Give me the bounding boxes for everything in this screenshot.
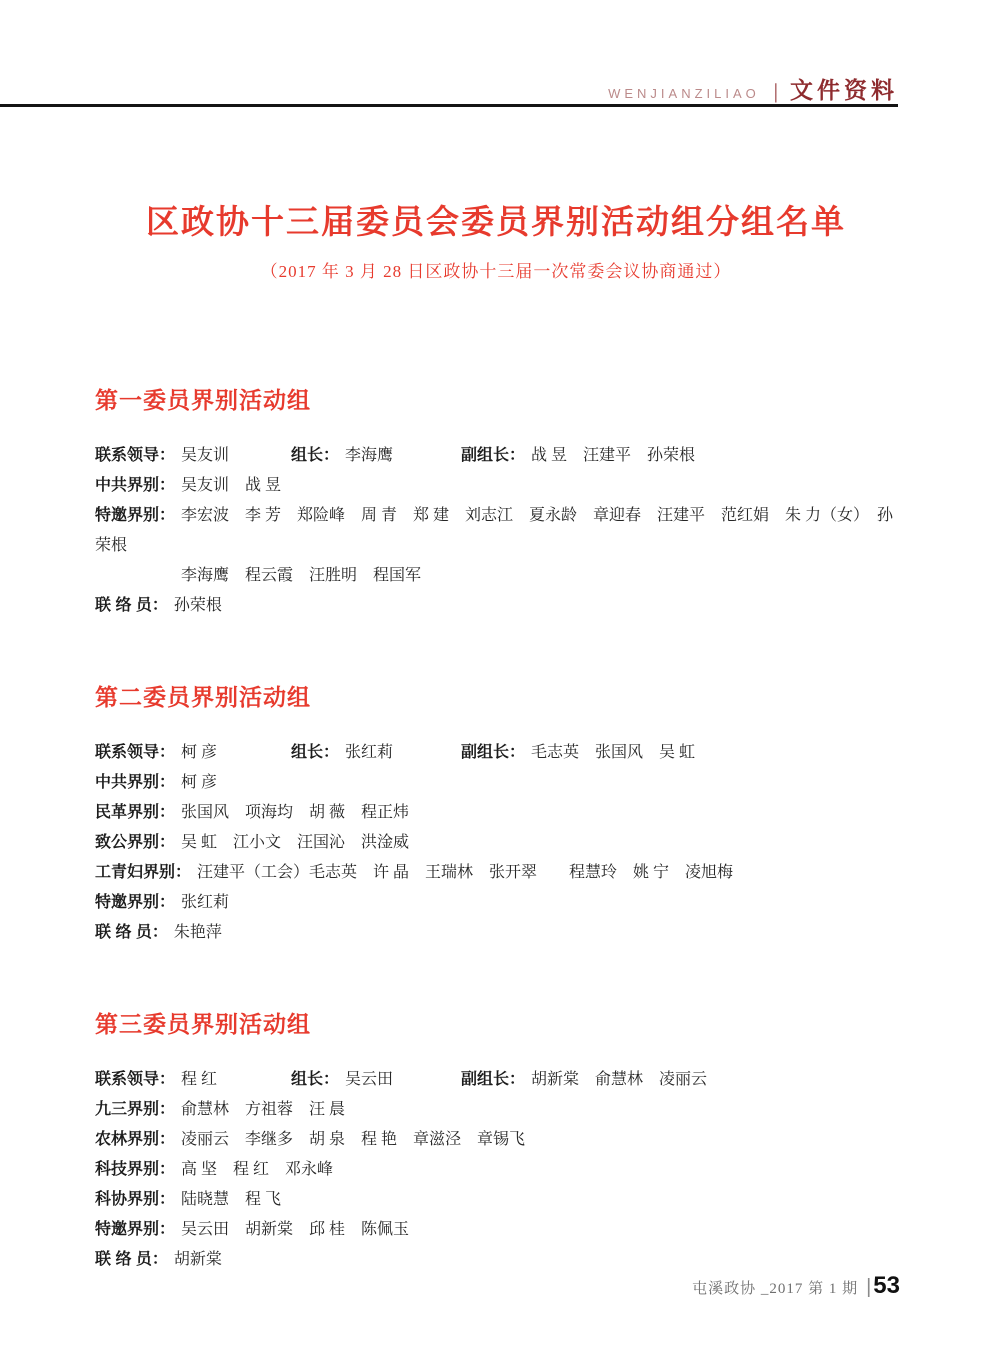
- row-value: 张国风 项海均 胡 薇 程正炜: [181, 804, 410, 821]
- leader-contact: [95, 441, 291, 471]
- row-value: 吴云田: [345, 1071, 394, 1088]
- row-value: 朱艳萍: [173, 924, 222, 941]
- row-value: 吴友训: [181, 447, 230, 464]
- section-heading: 第三委员界别活动组: [95, 1011, 311, 1037]
- leader-row: [95, 441, 900, 471]
- row-label: 中共界别：: [95, 477, 176, 494]
- member-row: [95, 1215, 900, 1245]
- row-value: 张红莉: [345, 744, 394, 761]
- row-value: 柯 彦: [181, 774, 218, 791]
- section-heading: 第一委员界别活动组: [95, 387, 311, 413]
- member-row: [95, 798, 900, 828]
- section-group-2: [95, 679, 900, 948]
- row-label: 联系领导：: [95, 744, 176, 761]
- row-value: 孙荣根: [173, 597, 222, 614]
- leader-row: [95, 738, 900, 768]
- row-label: 中共界别：: [95, 774, 176, 791]
- footer-separator: |: [866, 1276, 872, 1298]
- row-label: 副组长：: [461, 744, 526, 761]
- row-value: 凌丽云 李继多 胡 泉 程 艳 章滋泾 章锡飞: [181, 1131, 526, 1148]
- section-heading: 第二委员界别活动组: [95, 684, 311, 710]
- member-row: [95, 1155, 900, 1185]
- row-label: 特邀界别：: [95, 507, 176, 524]
- row-label: 联 络 员：: [95, 924, 168, 941]
- page-title: 区政协十三届委员会委员界别活动组分组名单: [146, 203, 846, 240]
- member-row: [95, 1185, 900, 1215]
- content-area: [95, 382, 900, 1275]
- row-value: 陆晓慧 程 飞: [181, 1191, 282, 1208]
- row-value: 战 昱 汪建平 孙荣根: [531, 447, 696, 464]
- leader-head: [291, 738, 461, 768]
- row-value: 吴云田 胡新棠 邱 桂 陈佩玉: [181, 1221, 410, 1238]
- masthead-category: 文件资料: [790, 78, 898, 103]
- member-row: [95, 1095, 900, 1125]
- row-value: 吴友训 战 昱: [181, 477, 282, 494]
- leader-contact: [95, 738, 291, 768]
- row-value: 张红莉: [181, 894, 230, 911]
- row-label: 民革界别：: [95, 804, 176, 821]
- section-group-1: [95, 382, 900, 621]
- member-row: [95, 828, 900, 858]
- leader-row: [95, 1065, 900, 1095]
- header-rule: [0, 104, 898, 107]
- leader-deputy: [461, 1065, 900, 1095]
- row-value: 俞慧林 方祖蓉 汪 晨: [181, 1101, 346, 1118]
- member-row: [95, 858, 900, 888]
- row-value: 李宏波 李 芳 郑险峰 周 青 郑 建 刘志江 夏永龄 章迎春 汪建平 范红娟 朱 力（女） 孙荣根: [95, 507, 894, 554]
- row-label: 组长：: [291, 1071, 340, 1088]
- member-row: [95, 1125, 900, 1155]
- leader-head: [291, 1065, 461, 1095]
- row-value: 胡新棠 俞慧林 凌丽云: [531, 1071, 708, 1088]
- member-row: [95, 918, 900, 948]
- row-label: 特邀界别：: [95, 1221, 176, 1238]
- row-label: 工青妇界别：: [95, 864, 192, 881]
- row-label: 科技界别：: [95, 1161, 176, 1178]
- row-label: 组长：: [291, 447, 340, 464]
- row-value: 李海鹰: [345, 447, 394, 464]
- row-value: 高 坚 程 红 邓永峰: [181, 1161, 334, 1178]
- leader-deputy: [461, 441, 900, 471]
- row-value: 汪建平（工会）毛志英 许 晶 王瑞林 张开翠 程慧玲 姚 宁 凌旭梅: [197, 864, 734, 881]
- member-row: [95, 888, 900, 918]
- member-row: [95, 768, 900, 798]
- row-label: 副组长：: [461, 1071, 526, 1088]
- leader-head: [291, 441, 461, 471]
- row-label: 特邀界别：: [95, 894, 176, 911]
- row-label: 联系领导：: [95, 1071, 176, 1088]
- masthead-pinyin: WENJIANZILIAO: [608, 86, 760, 101]
- leader-deputy: [461, 738, 900, 768]
- masthead-separator: |: [773, 79, 778, 103]
- footer-page-number: 53: [873, 1272, 900, 1299]
- row-value: 柯 彦: [181, 744, 218, 761]
- section-group-3: [95, 1006, 900, 1275]
- member-row: [95, 501, 900, 591]
- row-label: 致公界别：: [95, 834, 176, 851]
- leader-contact: [95, 1065, 291, 1095]
- row-label: 农林界别：: [95, 1131, 176, 1148]
- row-label: 联系领导：: [95, 447, 176, 464]
- row-value: 吴 虹 江小文 汪国沁 洪淦威: [181, 834, 410, 851]
- row-label: 九三界别：: [95, 1101, 176, 1118]
- row-label: 科协界别：: [95, 1191, 176, 1208]
- row-label: 副组长：: [461, 447, 526, 464]
- row-value: 毛志英 张国风 吴 虹: [531, 744, 696, 761]
- row-value: 胡新棠: [173, 1251, 222, 1268]
- footer-journal: 屯溪政协 _2017 第 1 期: [692, 1281, 859, 1297]
- page-subtitle: （2017 年 3 月 28 日区政协十三届一次常委会议协商通过）: [260, 262, 732, 281]
- page-footer: [692, 1272, 900, 1300]
- member-row: [95, 1245, 900, 1275]
- masthead: [608, 72, 898, 105]
- row-value: 程 红: [181, 1071, 218, 1088]
- member-row: [95, 471, 900, 501]
- row-label: 联 络 员：: [95, 597, 168, 614]
- row-value-continued: 李海鹰 程云霞 汪胜明 程国军: [181, 567, 422, 584]
- member-row: [95, 591, 900, 621]
- row-label: 组长：: [291, 744, 340, 761]
- row-label: 联 络 员：: [95, 1251, 168, 1268]
